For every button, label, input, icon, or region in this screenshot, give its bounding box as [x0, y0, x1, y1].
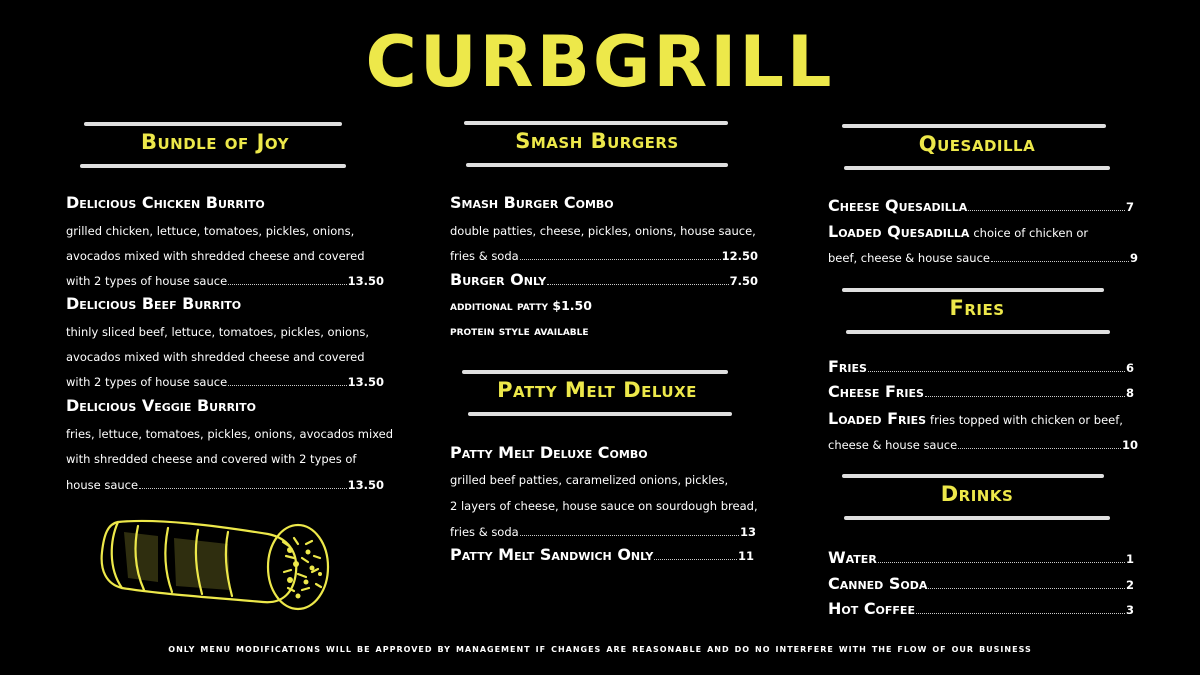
- dot-leader: [139, 488, 347, 489]
- item-price-row: [450, 520, 756, 546]
- dot-leader: [547, 284, 728, 285]
- item-price: 12.50: [721, 249, 758, 263]
- chalk-stroke-bottom: [844, 166, 1110, 170]
- section-title: Quesadilla: [918, 132, 1036, 156]
- chalk-stroke-bottom: [844, 516, 1110, 520]
- item-price-row: [828, 196, 1134, 215]
- item-desc: with shredded cheese and covered with 2 types of: [66, 452, 357, 466]
- note-protein-style: protein style available: [450, 323, 589, 338]
- item-desc: fries & soda: [450, 249, 519, 263]
- dot-leader: [928, 588, 1125, 589]
- dot-leader: [868, 371, 1125, 372]
- item-desc: fries topped with chicken or beef,: [930, 413, 1123, 427]
- chalk-stroke-top: [842, 474, 1104, 478]
- item-name: Patty Melt Sandwich Only: [450, 545, 654, 564]
- item-price-row: [828, 246, 1138, 272]
- dot-leader: [958, 448, 1121, 449]
- item-name: Water: [828, 548, 877, 567]
- item-price: 1: [1125, 552, 1134, 566]
- item-desc: grilled chicken, lettuce, tomatoes, pickles, onions,: [66, 224, 355, 238]
- item-desc: 2 layers of cheese, house sauce on sourdough bread,: [450, 499, 758, 513]
- item-desc: thinly sliced beef, lettuce, tomatoes, pickles, onions,: [66, 325, 370, 339]
- chalk-stroke-top: [462, 370, 728, 374]
- item-price-row: [450, 545, 754, 564]
- item-name: Delicious Chicken Burrito: [66, 193, 265, 212]
- chalk-stroke-top: [84, 122, 342, 126]
- section-title: Fries: [949, 296, 1005, 320]
- item-price: 8: [1125, 386, 1134, 400]
- item-name: Cheese Quesadilla: [828, 196, 968, 215]
- chalk-stroke-bottom: [846, 330, 1110, 334]
- item-desc: with 2 types of house sauce: [66, 274, 228, 288]
- item-name: Loaded Quesadilla: [828, 222, 970, 241]
- item-price: 13.50: [347, 478, 384, 492]
- item-price: 3: [1125, 603, 1134, 617]
- item-price-row: [828, 357, 1134, 376]
- item-name: Burger Only: [450, 270, 547, 289]
- item-price: 13: [739, 525, 756, 539]
- chalk-stroke-top: [842, 124, 1106, 128]
- chalk-stroke-top: [464, 121, 728, 125]
- item-price-row: [450, 270, 758, 289]
- item-price-row: [828, 548, 1134, 567]
- dot-leader: [654, 559, 737, 560]
- item-desc: choice of chicken or: [973, 226, 1089, 240]
- item-price-row: [828, 599, 1134, 618]
- item-desc: cheese & house sauce: [828, 438, 958, 452]
- dot-leader: [916, 613, 1125, 614]
- section-header-quesadilla: [842, 122, 1112, 176]
- item-row: [828, 221, 1088, 247]
- item-price: 7: [1125, 200, 1134, 214]
- item-desc: with 2 types of house sauce: [66, 375, 228, 389]
- dot-leader: [228, 385, 346, 386]
- item-desc: grilled beef patties, caramelized onions, pickles,: [450, 473, 729, 487]
- item-price: 9: [1129, 251, 1138, 265]
- note-additional-patty: additional patty $1.50: [450, 298, 592, 313]
- section-header-smash-burgers: [462, 119, 732, 173]
- dot-leader: [520, 259, 721, 260]
- restaurant-title: CURBGRILL: [365, 21, 835, 103]
- item-price: 6: [1125, 361, 1134, 375]
- section-header-drinks: [842, 472, 1112, 526]
- dot-leader: [925, 396, 1125, 397]
- item-row: [828, 408, 1123, 434]
- item-name: Cheese Fries: [828, 382, 924, 401]
- burrito-icon: [98, 512, 338, 612]
- section-header-bundle-of-joy: [80, 120, 350, 174]
- item-name: Canned Soda: [828, 574, 928, 593]
- item-name: Fries: [828, 357, 867, 376]
- item-price-row: [828, 433, 1138, 459]
- item-price: 10: [1121, 438, 1138, 452]
- item-price-row: [66, 269, 384, 295]
- item-price-row: [66, 370, 384, 396]
- item-price: 7.50: [729, 274, 758, 288]
- item-name: Delicious Veggie Burrito: [66, 396, 256, 415]
- chalk-stroke-bottom: [80, 164, 346, 168]
- item-name: Loaded Fries: [828, 409, 927, 428]
- footer-notice: only menu modifications will be approved by management if changes are reasonable and do no interfere with the flow of our business: [168, 641, 1032, 655]
- item-desc: beef, cheese & house sauce: [828, 251, 990, 265]
- section-title: Drinks: [940, 482, 1014, 506]
- section-title: Bundle of Joy: [140, 130, 289, 154]
- item-desc: avocados mixed with shredded cheese and covered: [66, 350, 365, 364]
- item-price: 13.50: [347, 274, 384, 288]
- dot-leader: [228, 284, 346, 285]
- section-header-fries: [842, 286, 1112, 340]
- dot-leader: [991, 261, 1129, 262]
- dot-leader: [520, 535, 739, 536]
- item-price-row: [828, 382, 1134, 401]
- section-header-patty-melt: [462, 368, 732, 422]
- chalk-stroke-bottom: [466, 163, 728, 167]
- item-desc: fries & soda: [450, 525, 519, 539]
- item-desc: avocados mixed with shredded cheese and covered: [66, 249, 365, 263]
- dot-leader: [968, 210, 1125, 211]
- item-price-row: [450, 244, 758, 270]
- section-title: Patty Melt Deluxe: [497, 378, 697, 402]
- item-price-row: [66, 473, 384, 499]
- item-desc: house sauce: [66, 478, 139, 492]
- item-name: Hot Coffee: [828, 599, 915, 618]
- chalk-stroke-bottom: [468, 412, 732, 416]
- item-name: Patty Melt Deluxe Combo: [450, 443, 648, 462]
- chalk-stroke-top: [842, 288, 1104, 292]
- item-price: 13.50: [347, 375, 384, 389]
- item-desc: fries, lettuce, tomatoes, pickles, onions, avocados mixed: [66, 427, 394, 441]
- item-price: 2: [1125, 578, 1134, 592]
- item-desc: double patties, cheese, pickles, onions, house sauce,: [450, 224, 756, 238]
- dot-leader: [878, 562, 1125, 563]
- item-name: Smash Burger Combo: [450, 193, 614, 212]
- item-price: 11: [737, 549, 754, 563]
- item-name: Delicious Beef Burrito: [66, 294, 242, 313]
- item-price-row: [828, 574, 1134, 593]
- section-title: Smash Burgers: [515, 129, 679, 153]
